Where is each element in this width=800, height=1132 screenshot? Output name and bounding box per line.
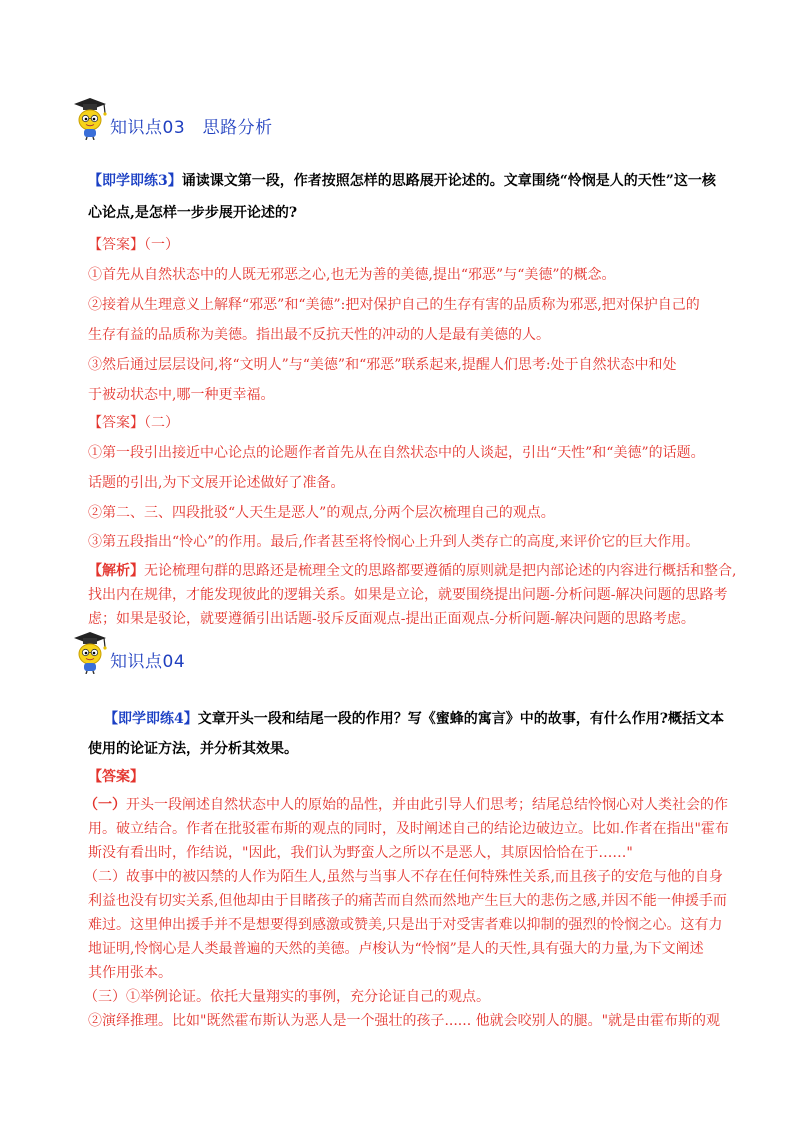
analysis-first-text: 无论梳理句群的思路还是梳理全文的思路都要遵循的原则就是把内部论述的内容进行概括和整合, [144,563,737,579]
analysis-line1 [88,562,736,580]
section03-title: 知识点03 思路分析 [110,118,273,138]
ans2-line: 地证明,怜悯心是人类最普遍的天然的美德。卢梭认为“怜悯”是人的天性,具有强大的力量,为下文阐述 [88,941,704,957]
exercise3-question-line1 [88,172,716,190]
ans1-line: 斯没有看出时，作结说，"因此，我们认为野蛮人之所以不是恶人，其原因恰恰在于……" [88,845,633,861]
answer2-line: 话题的引出,为下文展开论述做好了准备。 [88,475,345,491]
ans2-line: 其作用张本。 [88,965,172,981]
ans1-tag: （一） [84,797,126,813]
ans2-line: 难过。这里伸出援手并不是想要得到感激或赞美,只是出于对受害者难以抑制的强烈的怜悯之心。这有力 [88,917,723,933]
exercise4-question-part1: 文章开头一段和结尾一段的作用？写《蜜蜂的寓言》中的故事，有什么作用?概括文本 [197,711,724,727]
section04-heading [68,630,185,674]
answer1-line: ②接着从生理意义上解释“邪恶”和“美德”:把对保护自己的生存有害的品质称为邪恶,把对保护自己的 [88,297,700,313]
answer2-label: 【答案】（二） [88,415,179,431]
analysis-line: 找出内在规律，才能发现彼此的逻辑关系。如果是立论，就要围绕提出问题-分析问题-解决问题的思路考 [88,587,728,603]
ans1-first-text: 开头一段阐述自然状态中人的原始的品性，并由此引导人们思考；结尾总结怜悯心对人类社会的作 [126,797,728,813]
answer1-label: 【答案】（一） [88,237,179,253]
section04-title: 知识点04 [110,652,186,672]
answer1-line: 于被动状态中,哪一种更幸福。 [88,387,275,403]
answer2-line: ②第二、三、四段批驳“人天生是恶人”的观点,分两个层次梳理自己的观点。 [88,505,555,521]
ans1-line: 用。破立结合。作者在批驳霍布斯的观点的同时，及时阐述自己的结论边破边立。比如.作者在指出"霍布 [88,821,729,837]
section03-heading [68,96,273,140]
section04-answer-label: 【答案】 [88,769,144,785]
exercise3-tag: 【即学即练3】 [88,173,182,189]
analysis-line: 虑；如果是驳论，就要遵循引出话题-驳斥反面观点-提出正面观点-分析问题-解决问题的思路考虑。 [88,611,695,627]
ans2-line: （二）故事中的被囚禁的人作为陌生人,虽然与当事人不存在任何特殊性关系,而且孩子的安危与他的自身 [84,869,723,885]
ans3-line: （三）①举例论证。依托大量翔实的事例，充分论证自己的观点。 [84,989,490,1005]
ans2-line: 利益也没有切实关系,但他却由于目睹孩子的痛苦而自然而然地产生巨大的悲伤之感,并因不能一伸援手而 [88,893,727,909]
scholar-mascot-icon [68,630,108,674]
answer1-line: ③然后通过层层设问,将“文明人”与“美德”和“邪恶”联系起来,提醒人们思考:处于自然状态中和处 [88,357,677,373]
scholar-mascot-icon [68,96,108,140]
exercise3-question-part1: 诵读课文第一段，作者按照怎样的思路展开论述的。文章围绕“怜悯是人的天性”这一核 [181,173,716,189]
answer1-line: ①首先从自然状态中的人既无邪恶之心,也无为善的美德,提出“邪恶”与“美德”的概念。 [88,267,616,283]
answer2-line: ①第一段引出接近中心论点的论题作者首先从在自然状态中的人谈起，引出“天性”和“美德”的话题。 [88,445,705,461]
exercise4-question-line1 [104,710,724,728]
exercise4-question-line2: 使用的论证方法，并分析其效果。 [88,741,298,757]
answer2-line: ③第五段指出“怜心”的作用。最后,作者甚至将怜悯心上升到人类存亡的高度,来评价它的巨大作用。 [88,534,700,550]
answer1-line: 生存有益的品质称为美德。指出最不反抗天性的冲动的人是最有美德的人。 [88,327,550,343]
exercise4-tag: 【即学即练4】 [104,711,198,727]
ans1-line1 [84,796,728,814]
exercise3-question-line2: 心论点,是怎样一步步展开论述的? [88,205,298,221]
analysis-label: 【解析】 [88,563,144,579]
ans3-line: ②演绎推理。比如"既然霍布斯认为恶人是一个强壮的孩子...... 他就会咬别人的腿。"就是由霍布斯的观 [88,1013,721,1029]
